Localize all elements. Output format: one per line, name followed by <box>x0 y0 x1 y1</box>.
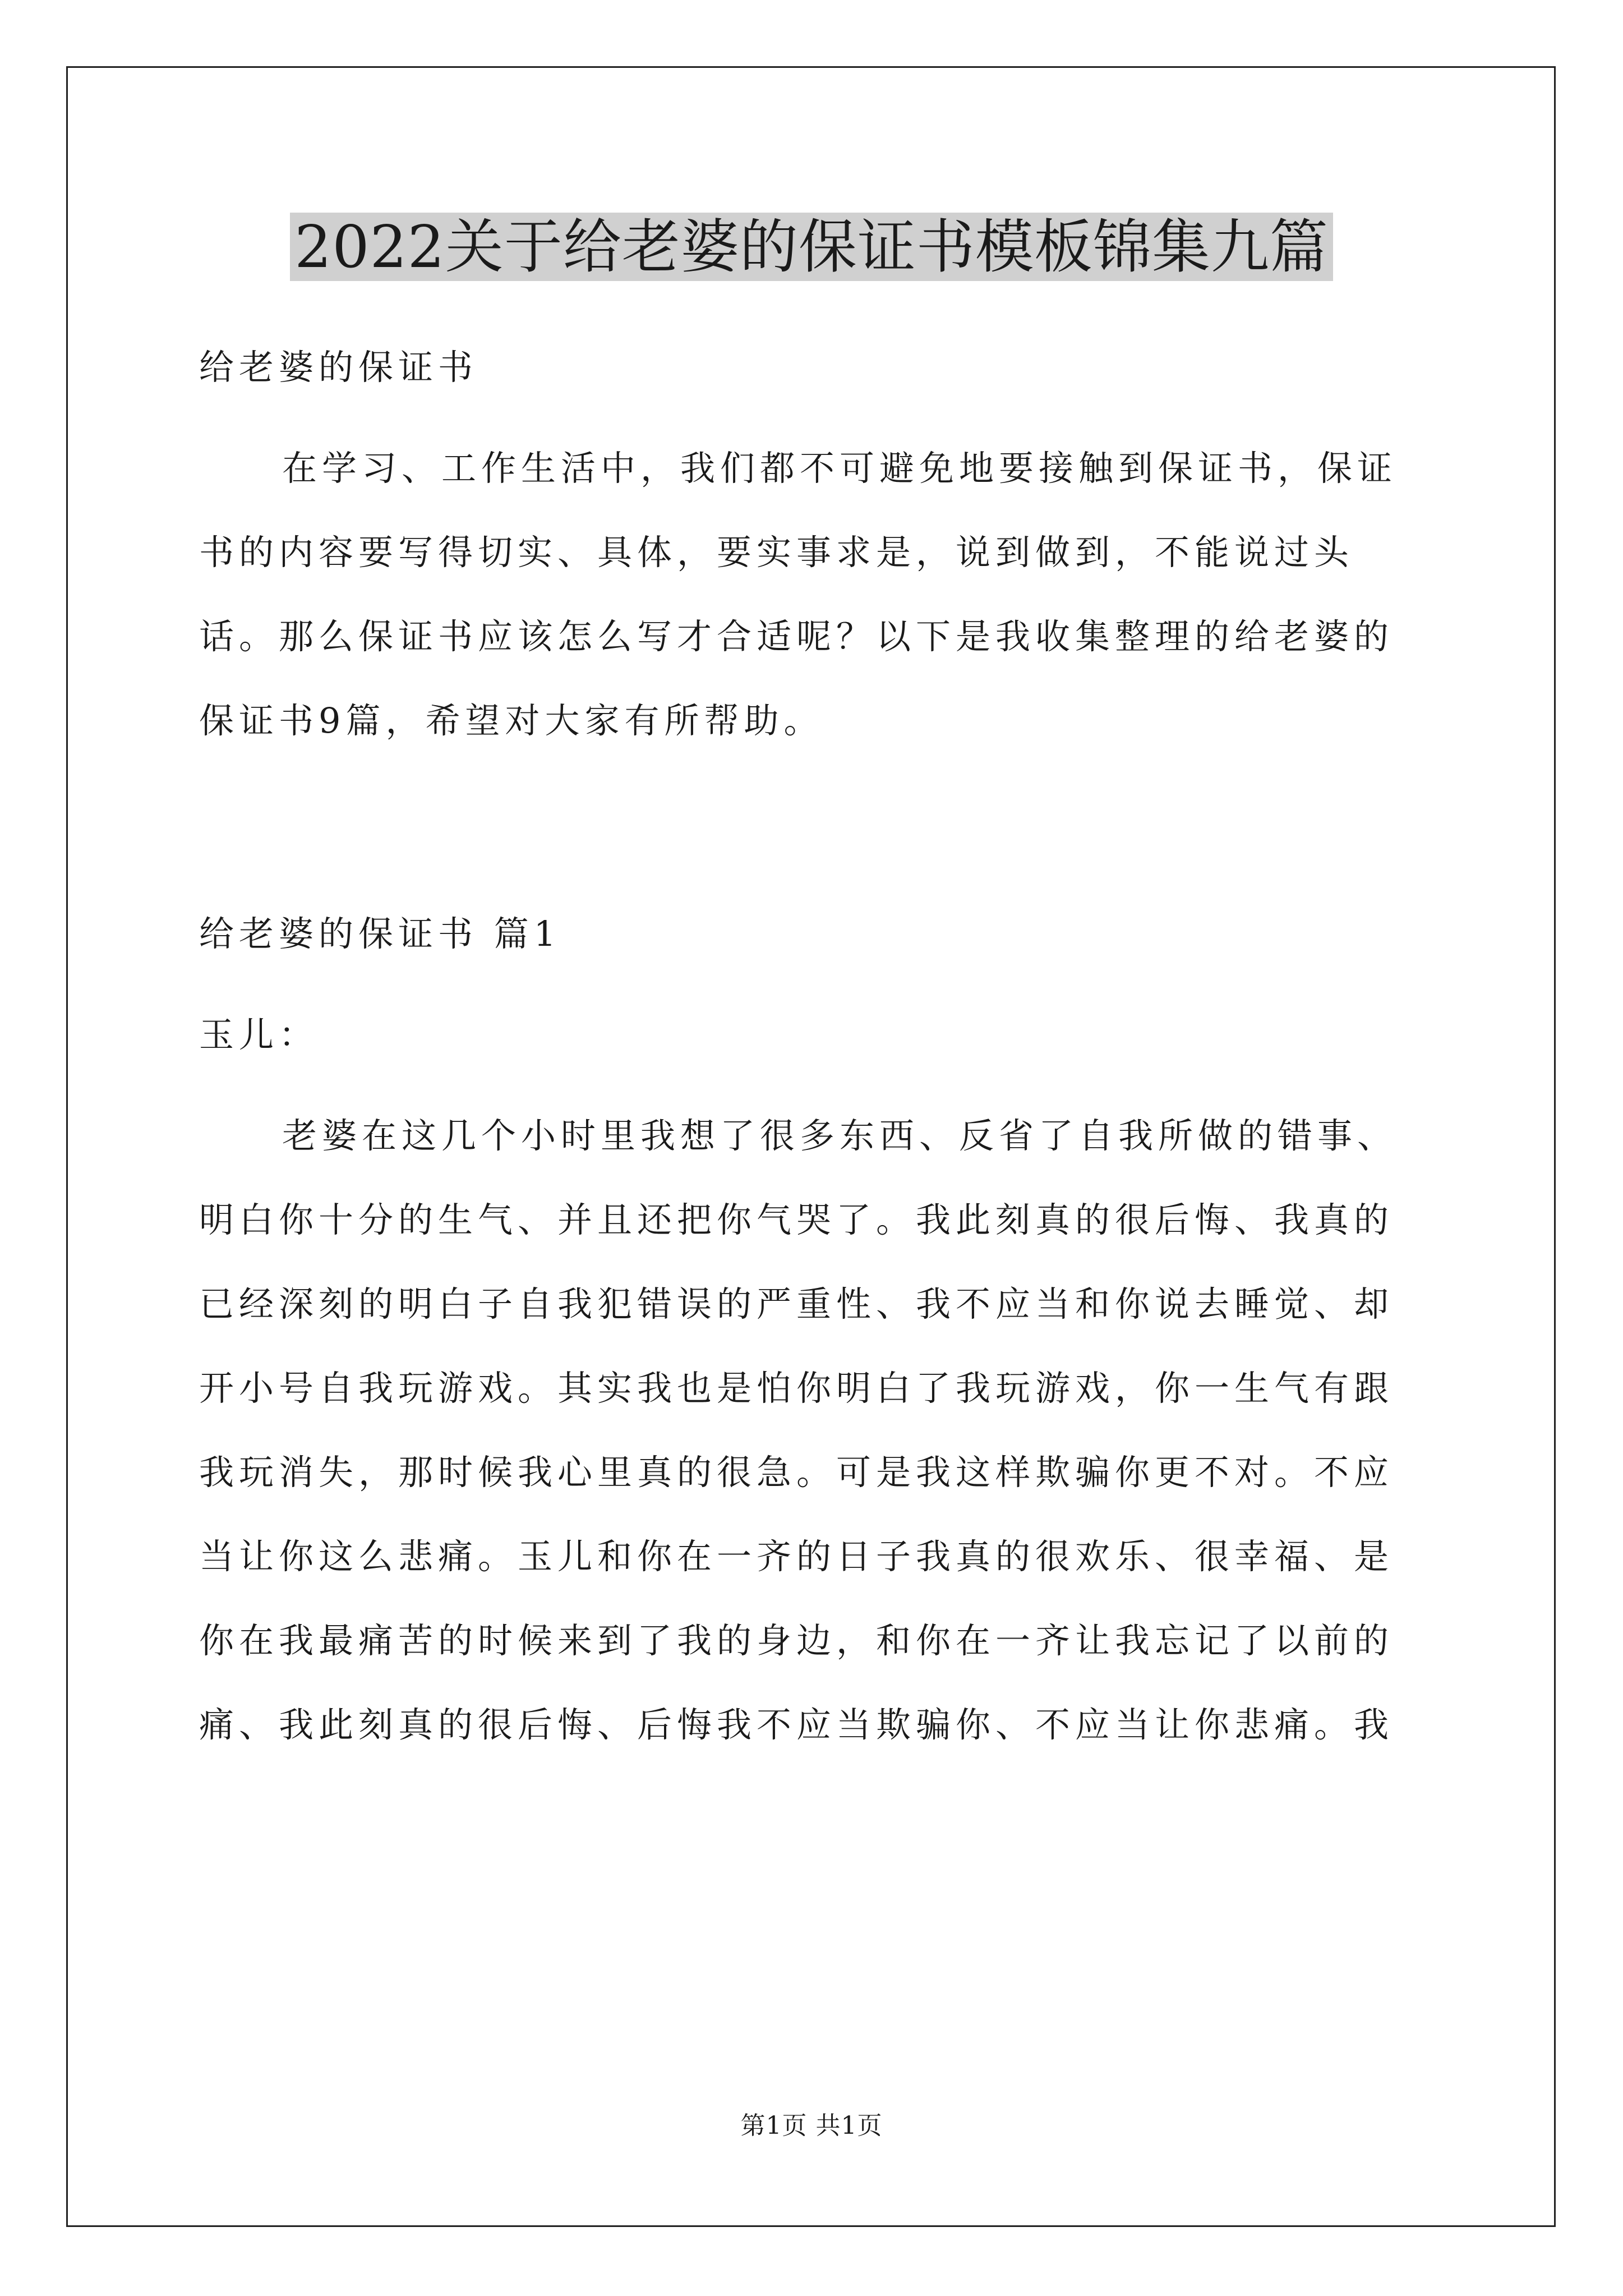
document-body <box>199 325 1433 1767</box>
section-1-heading: 给老婆的保证书 篇1 <box>199 913 561 954</box>
intro-heading: 给老婆的保证书 <box>199 347 478 388</box>
section-1-paragraph: 老婆在这几个小时里我想了很多东西、反省了自我所做的错事、明白你十分的生气、并且还把你气哭了。我此刻真的很后悔、我真的已经深刻的明白子自我犯错误的严重性、我不应当和你说去睡觉、却开小号自我玩游戏。其实我也是怕你明白了我玩游戏，你一生气有跟我玩消失，那时候我心里真的很急。可是我这样欺骗你更不对。不应当让你这么悲痛。玉儿和你在一齐的日子我真的很欢乐、很幸福、是你在我最痛苦的时候来到了我的身边，和你在一齐让我忘记了以前的痛、我此刻真的很后悔、后悔我不应当欺骗你、不应当让你悲痛。我 <box>199 1115 1398 1745</box>
document-title-text: 2022关于给老婆的保证书模板锦集九篇 <box>290 213 1333 281</box>
page-footer: 第1页 共1页 <box>740 2111 883 2140</box>
salutation: 玉儿： <box>199 1014 319 1055</box>
intro-paragraph: 在学习、工作生活中，我们都不可避免地要接触到保证书，保证书的内容要写得切实、具体，要实事求是，说到做到，不能说过头话。那么保证书应该怎么写才合适呢？以下是我收集整理的给老婆的保证书9篇，希望对大家有所帮助。 <box>199 448 1398 741</box>
section-gap <box>199 763 1433 892</box>
document-title <box>0 202 1623 292</box>
